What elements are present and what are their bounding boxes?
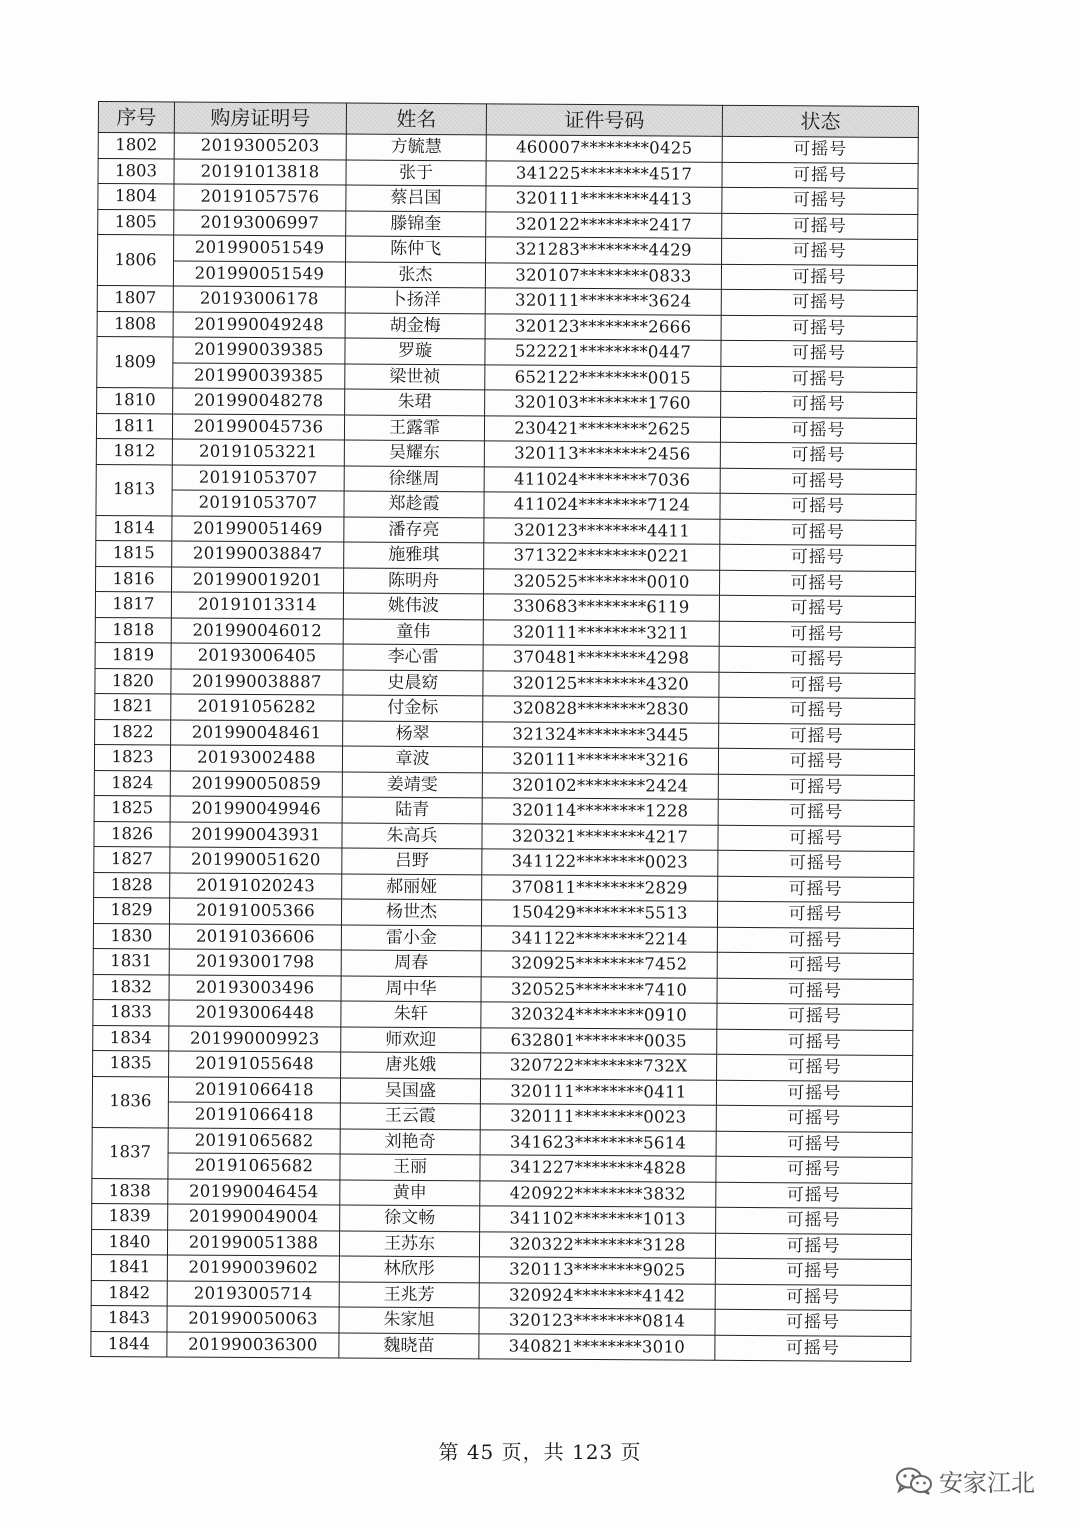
- serial-no-cell: 1828: [94, 872, 170, 898]
- id-number-cell: 320924********4142: [479, 1282, 715, 1309]
- status-cell: 可摇号: [721, 391, 917, 418]
- id-number-cell: 320111********0411: [480, 1078, 716, 1105]
- serial-no-cell: 1842: [91, 1280, 167, 1306]
- name-cell: 施雅琪: [344, 542, 484, 568]
- cert-no-cell: 20191020243: [170, 872, 342, 899]
- status-cell: 可摇号: [720, 442, 916, 469]
- name-cell: 周中华: [341, 976, 481, 1002]
- id-number-cell: 370481********4298: [483, 645, 719, 672]
- serial-no-cell: 1813: [96, 464, 172, 515]
- id-number-cell: 320111********3624: [485, 288, 721, 315]
- header-serial-no: 序号: [98, 102, 174, 133]
- name-cell: 史晨窈: [343, 670, 483, 696]
- status-cell: 可摇号: [721, 340, 917, 367]
- name-cell: 朱轩: [341, 1001, 481, 1027]
- name-cell: 张于: [346, 160, 486, 186]
- cert-no-cell: 20191013818: [174, 158, 346, 185]
- serial-no-cell: 1811: [96, 413, 172, 439]
- name-cell: 刘艳奇: [340, 1128, 480, 1154]
- serial-no-cell: 1810: [97, 387, 173, 413]
- id-number-cell: 320102********2424: [482, 772, 718, 799]
- id-number-cell: 320125********4320: [483, 670, 719, 697]
- id-number-cell: 320111********4413: [486, 186, 722, 213]
- serial-no-cell: 1830: [93, 923, 169, 949]
- cert-no-cell: 201990048461: [171, 719, 343, 746]
- serial-no-cell: 1817: [95, 591, 171, 617]
- serial-no-cell: 1820: [95, 668, 171, 694]
- cert-no-cell: 20193005714: [167, 1280, 339, 1307]
- name-cell: 胡金梅: [345, 313, 485, 339]
- status-cell: 可摇号: [719, 723, 915, 750]
- status-cell: 可摇号: [717, 1054, 913, 1081]
- name-cell: 陈仲飞: [346, 236, 486, 262]
- id-number-cell: 460007********0425: [486, 135, 722, 162]
- cert-no-cell: 20191053707: [172, 490, 344, 517]
- table-body: [91, 133, 918, 1362]
- id-number-cell: 330683********6119: [483, 594, 719, 621]
- status-cell: 可摇号: [719, 697, 915, 724]
- status-cell: 可摇号: [715, 1258, 911, 1285]
- header-status: 状态: [722, 105, 918, 137]
- cert-no-cell: 201990050063: [167, 1306, 339, 1333]
- name-cell: 李心雷: [343, 644, 483, 670]
- id-number-cell: 320103********1760: [485, 390, 721, 417]
- name-cell: 王露霏: [344, 415, 484, 441]
- wechat-icon: [895, 1466, 933, 1496]
- header-id-number: 证件号码: [486, 104, 722, 136]
- status-cell: 可摇号: [721, 366, 917, 393]
- cert-no-cell: 201990048278: [173, 388, 345, 415]
- id-number-cell: 320123********0814: [479, 1308, 715, 1335]
- name-cell: 雷小金: [341, 925, 481, 951]
- serial-no-cell: 1837: [92, 1127, 168, 1178]
- id-number-cell: 320107********0833: [485, 262, 721, 289]
- status-cell: 可摇号: [719, 672, 915, 699]
- serial-no-cell: 1822: [95, 719, 171, 745]
- cert-no-cell: 20191055648: [169, 1051, 341, 1078]
- cert-no-cell: 20193001798: [169, 949, 341, 976]
- serial-no-cell: 1819: [95, 642, 171, 668]
- name-cell: 付金标: [343, 695, 483, 721]
- status-cell: 可摇号: [715, 1233, 911, 1260]
- name-cell: 杨世杰: [341, 899, 481, 925]
- serial-no-cell: 1825: [94, 795, 170, 821]
- serial-no-cell: 1834: [93, 1025, 169, 1051]
- cert-no-cell: 20191013314: [171, 592, 343, 619]
- header-name: 姓名: [346, 103, 486, 135]
- status-cell: 可摇号: [715, 1284, 911, 1311]
- cert-no-cell: 20191066418: [168, 1102, 340, 1129]
- serial-no-cell: 1821: [95, 693, 171, 719]
- cert-no-cell: 201990050859: [170, 770, 342, 797]
- serial-no-cell: 1832: [93, 974, 169, 1000]
- name-cell: 王云霞: [340, 1103, 480, 1129]
- cert-no-cell: 201990038887: [171, 668, 343, 695]
- status-cell: 可摇号: [722, 187, 918, 214]
- serial-no-cell: 1826: [94, 821, 170, 847]
- cert-no-cell: 201990051469: [172, 515, 344, 542]
- name-cell: 梁世祯: [345, 364, 485, 390]
- status-cell: 可摇号: [716, 1080, 912, 1107]
- cert-no-cell: 20191053221: [172, 439, 344, 466]
- cert-no-cell: 201990051620: [170, 847, 342, 874]
- id-number-cell: 320113********9025: [479, 1257, 715, 1284]
- status-cell: 可摇号: [716, 1131, 912, 1158]
- id-number-cell: 150429********5513: [481, 900, 717, 927]
- cert-no-cell: 201990049946: [170, 796, 342, 823]
- id-number-cell: 371322********0221: [484, 543, 720, 570]
- id-number-cell: 341122********2214: [481, 925, 717, 952]
- status-cell: 可摇号: [718, 799, 914, 826]
- status-cell: 可摇号: [718, 876, 914, 903]
- name-cell: 林欣彤: [339, 1256, 479, 1282]
- source-watermark: [895, 1463, 1035, 1498]
- id-number-cell: 652122********0015: [485, 364, 721, 391]
- cert-no-cell: 20193003496: [169, 974, 341, 1001]
- serial-no-cell: 1840: [91, 1229, 167, 1255]
- id-number-cell: 411024********7124: [484, 492, 720, 519]
- status-cell: 可摇号: [718, 850, 914, 877]
- cert-no-cell: 20191065682: [168, 1127, 340, 1154]
- name-cell: 姚伟波: [343, 593, 483, 619]
- table-header: [98, 102, 918, 138]
- name-cell: 郑趁霞: [344, 491, 484, 517]
- cert-no-cell: 201990009923: [169, 1025, 341, 1052]
- serial-no-cell: 1843: [91, 1305, 167, 1331]
- serial-no-cell: 1802: [98, 133, 174, 159]
- name-cell: 章波: [342, 746, 482, 772]
- status-cell: 可摇号: [719, 621, 915, 648]
- status-cell: 可摇号: [722, 162, 918, 189]
- cert-no-cell: 20193006178: [173, 286, 345, 313]
- serial-no-cell: 1804: [98, 184, 174, 210]
- status-cell: 可摇号: [716, 1105, 912, 1132]
- lottery-list-sheet: [90, 101, 918, 1362]
- id-number-cell: 341102********1013: [480, 1206, 716, 1233]
- status-cell: 可摇号: [717, 1029, 913, 1056]
- serial-no-cell: 1812: [96, 438, 172, 464]
- cert-no-cell: 20191065682: [168, 1153, 340, 1180]
- serial-no-cell: 1833: [93, 999, 169, 1025]
- cert-no-cell: 20193006405: [171, 643, 343, 670]
- name-cell: 王苏东: [339, 1230, 479, 1256]
- serial-no-cell: 1815: [96, 540, 172, 566]
- id-number-cell: 341225********4517: [486, 160, 722, 187]
- table-row: [91, 1331, 911, 1362]
- serial-no-cell: 1814: [96, 515, 172, 541]
- status-cell: 可摇号: [720, 544, 916, 571]
- cert-no-cell: 20193006997: [174, 209, 346, 236]
- cert-no-cell: 20191053707: [172, 464, 344, 491]
- name-cell: 周春: [341, 950, 481, 976]
- cert-no-cell: 201990039602: [167, 1255, 339, 1282]
- id-number-cell: 341227********4828: [480, 1155, 716, 1182]
- name-cell: 师欢迎: [341, 1027, 481, 1053]
- name-cell: 罗璇: [345, 338, 485, 364]
- id-number-cell: 320122********2417: [486, 211, 722, 238]
- watermark-text: 安家江北: [939, 1469, 1035, 1497]
- status-cell: 可摇号: [720, 519, 916, 546]
- cert-no-cell: 201990036300: [167, 1331, 339, 1358]
- name-cell: 朱珺: [345, 389, 485, 415]
- cert-no-cell: 20191005366: [169, 898, 341, 925]
- id-number-cell: 320828********2830: [483, 696, 719, 723]
- name-cell: 王兆芳: [339, 1281, 479, 1307]
- id-number-cell: 320925********7452: [481, 951, 717, 978]
- id-number-cell: 341623********5614: [480, 1129, 716, 1156]
- status-cell: 可摇号: [716, 1156, 912, 1183]
- id-number-cell: 320111********3211: [483, 619, 719, 646]
- name-cell: 朱高兵: [342, 823, 482, 849]
- name-cell: 杨翠: [343, 721, 483, 747]
- id-number-cell: 370811********2829: [482, 874, 718, 901]
- id-number-cell: 320123********2666: [485, 313, 721, 340]
- cert-no-cell: 20193005203: [174, 133, 346, 160]
- serial-no-cell: 1816: [96, 566, 172, 592]
- id-number-cell: 320111********0023: [480, 1104, 716, 1131]
- cert-no-cell: 201990038847: [172, 541, 344, 568]
- name-cell: 黄申: [340, 1179, 480, 1205]
- name-cell: 方毓慧: [346, 134, 486, 160]
- serial-no-cell: 1829: [93, 897, 169, 923]
- serial-no-cell: 1844: [91, 1331, 167, 1357]
- id-number-cell: 320525********0010: [483, 568, 719, 595]
- cert-no-cell: 201990046454: [168, 1178, 340, 1205]
- serial-no-cell: 1803: [98, 158, 174, 184]
- id-number-cell: 321324********3445: [483, 721, 719, 748]
- cert-no-cell: 20191066418: [168, 1076, 340, 1103]
- status-cell: 可摇号: [721, 289, 917, 316]
- status-cell: 可摇号: [722, 136, 918, 163]
- id-number-cell: 420922********3832: [480, 1180, 716, 1207]
- status-cell: 可摇号: [716, 1207, 912, 1234]
- status-cell: 可摇号: [717, 927, 913, 954]
- status-cell: 可摇号: [717, 901, 913, 928]
- name-cell: 魏晓苗: [339, 1332, 479, 1358]
- header-purchase-cert-no: 购房证明号: [174, 102, 346, 134]
- id-number-cell: 341122********0023: [482, 849, 718, 876]
- serial-no-cell: 1831: [93, 948, 169, 974]
- cert-no-cell: 20193006448: [169, 1000, 341, 1027]
- cert-no-cell: 201990039385: [173, 337, 345, 364]
- serial-no-cell: 1841: [91, 1254, 167, 1280]
- serial-no-cell: 1809: [97, 336, 173, 387]
- name-cell: 陆青: [342, 797, 482, 823]
- name-cell: 吴国盛: [340, 1077, 480, 1103]
- status-cell: 可摇号: [722, 213, 918, 240]
- status-cell: 可摇号: [719, 570, 915, 597]
- serial-no-cell: 1805: [98, 209, 174, 235]
- name-cell: 蔡吕国: [346, 185, 486, 211]
- name-cell: 姜靖雯: [342, 772, 482, 798]
- name-cell: 王丽: [340, 1154, 480, 1180]
- name-cell: 张杰: [345, 262, 485, 288]
- status-cell: 可摇号: [720, 417, 916, 444]
- status-cell: 可摇号: [716, 1182, 912, 1209]
- name-cell: 吴耀东: [344, 440, 484, 466]
- status-cell: 可摇号: [721, 315, 917, 342]
- id-number-cell: 320324********0910: [481, 1002, 717, 1029]
- status-cell: 可摇号: [719, 595, 915, 622]
- name-cell: 郝丽娅: [342, 874, 482, 900]
- status-cell: 可摇号: [720, 468, 916, 495]
- serial-no-cell: 1838: [92, 1178, 168, 1204]
- lottery-table: [90, 101, 919, 1362]
- status-cell: 可摇号: [715, 1335, 911, 1362]
- cert-no-cell: 201990039385: [173, 362, 345, 389]
- cert-no-cell: 20193002488: [170, 745, 342, 772]
- serial-no-cell: 1818: [95, 617, 171, 643]
- id-number-cell: 320114********1228: [482, 798, 718, 825]
- id-number-cell: 320123********4411: [484, 517, 720, 544]
- page-number: 第 45 页，共 123 页: [438, 1440, 642, 1464]
- status-cell: 可摇号: [721, 264, 917, 291]
- serial-no-cell: 1835: [93, 1050, 169, 1076]
- serial-no-cell: 1808: [97, 311, 173, 337]
- serial-no-cell: 1824: [94, 770, 170, 796]
- status-cell: 可摇号: [717, 978, 913, 1005]
- name-cell: 童伟: [343, 619, 483, 645]
- name-cell: 陈明舟: [343, 568, 483, 594]
- id-number-cell: 320322********3128: [479, 1231, 715, 1258]
- cert-no-cell: 20191036606: [169, 923, 341, 950]
- id-number-cell: 230421********2625: [484, 415, 720, 442]
- name-cell: 朱家旭: [339, 1307, 479, 1333]
- serial-no-cell: 1839: [92, 1203, 168, 1229]
- serial-no-cell: 1806: [97, 235, 173, 286]
- cert-no-cell: 201990046012: [171, 617, 343, 644]
- cert-no-cell: 201990043931: [170, 821, 342, 848]
- id-number-cell: 340821********3010: [479, 1333, 715, 1360]
- cert-no-cell: 201990051549: [174, 235, 346, 262]
- id-number-cell: 320525********7410: [481, 976, 717, 1003]
- status-cell: 可摇号: [717, 952, 913, 979]
- id-number-cell: 320722********732X: [481, 1053, 717, 1080]
- name-cell: 吕野: [342, 848, 482, 874]
- name-cell: 唐兆娥: [341, 1052, 481, 1078]
- name-cell: 徐继周: [344, 466, 484, 492]
- name-cell: 卜扬洋: [345, 287, 485, 313]
- status-cell: 可摇号: [719, 646, 915, 673]
- id-number-cell: 632801********0035: [481, 1027, 717, 1054]
- serial-no-cell: 1807: [97, 285, 173, 311]
- serial-no-cell: 1823: [94, 744, 170, 770]
- status-cell: 可摇号: [715, 1309, 911, 1336]
- name-cell: 潘存亮: [344, 517, 484, 543]
- cert-no-cell: 201990019201: [172, 566, 344, 593]
- status-cell: 可摇号: [718, 825, 914, 852]
- cert-no-cell: 201990051549: [173, 260, 345, 287]
- status-cell: 可摇号: [718, 774, 914, 801]
- cert-no-cell: 20191057576: [174, 184, 346, 211]
- id-number-cell: 522221********0447: [485, 339, 721, 366]
- id-number-cell: 320111********3216: [482, 747, 718, 774]
- serial-no-cell: 1827: [94, 846, 170, 872]
- cert-no-cell: 201990051388: [167, 1229, 339, 1256]
- cert-no-cell: 201990049004: [168, 1204, 340, 1231]
- status-cell: 可摇号: [718, 748, 914, 775]
- id-number-cell: 320113********2456: [484, 441, 720, 468]
- serial-no-cell: 1836: [92, 1076, 168, 1127]
- name-cell: 滕锦奎: [346, 211, 486, 237]
- cert-no-cell: 201990049248: [173, 311, 345, 338]
- status-cell: 可摇号: [722, 238, 918, 265]
- cert-no-cell: 20191056282: [171, 694, 343, 721]
- id-number-cell: 320321********4217: [482, 823, 718, 850]
- name-cell: 徐文畅: [340, 1205, 480, 1231]
- id-number-cell: 321283********4429: [486, 237, 722, 264]
- cert-no-cell: 201990045736: [172, 413, 344, 440]
- status-cell: 可摇号: [720, 493, 916, 520]
- status-cell: 可摇号: [717, 1003, 913, 1030]
- id-number-cell: 411024********7036: [484, 466, 720, 493]
